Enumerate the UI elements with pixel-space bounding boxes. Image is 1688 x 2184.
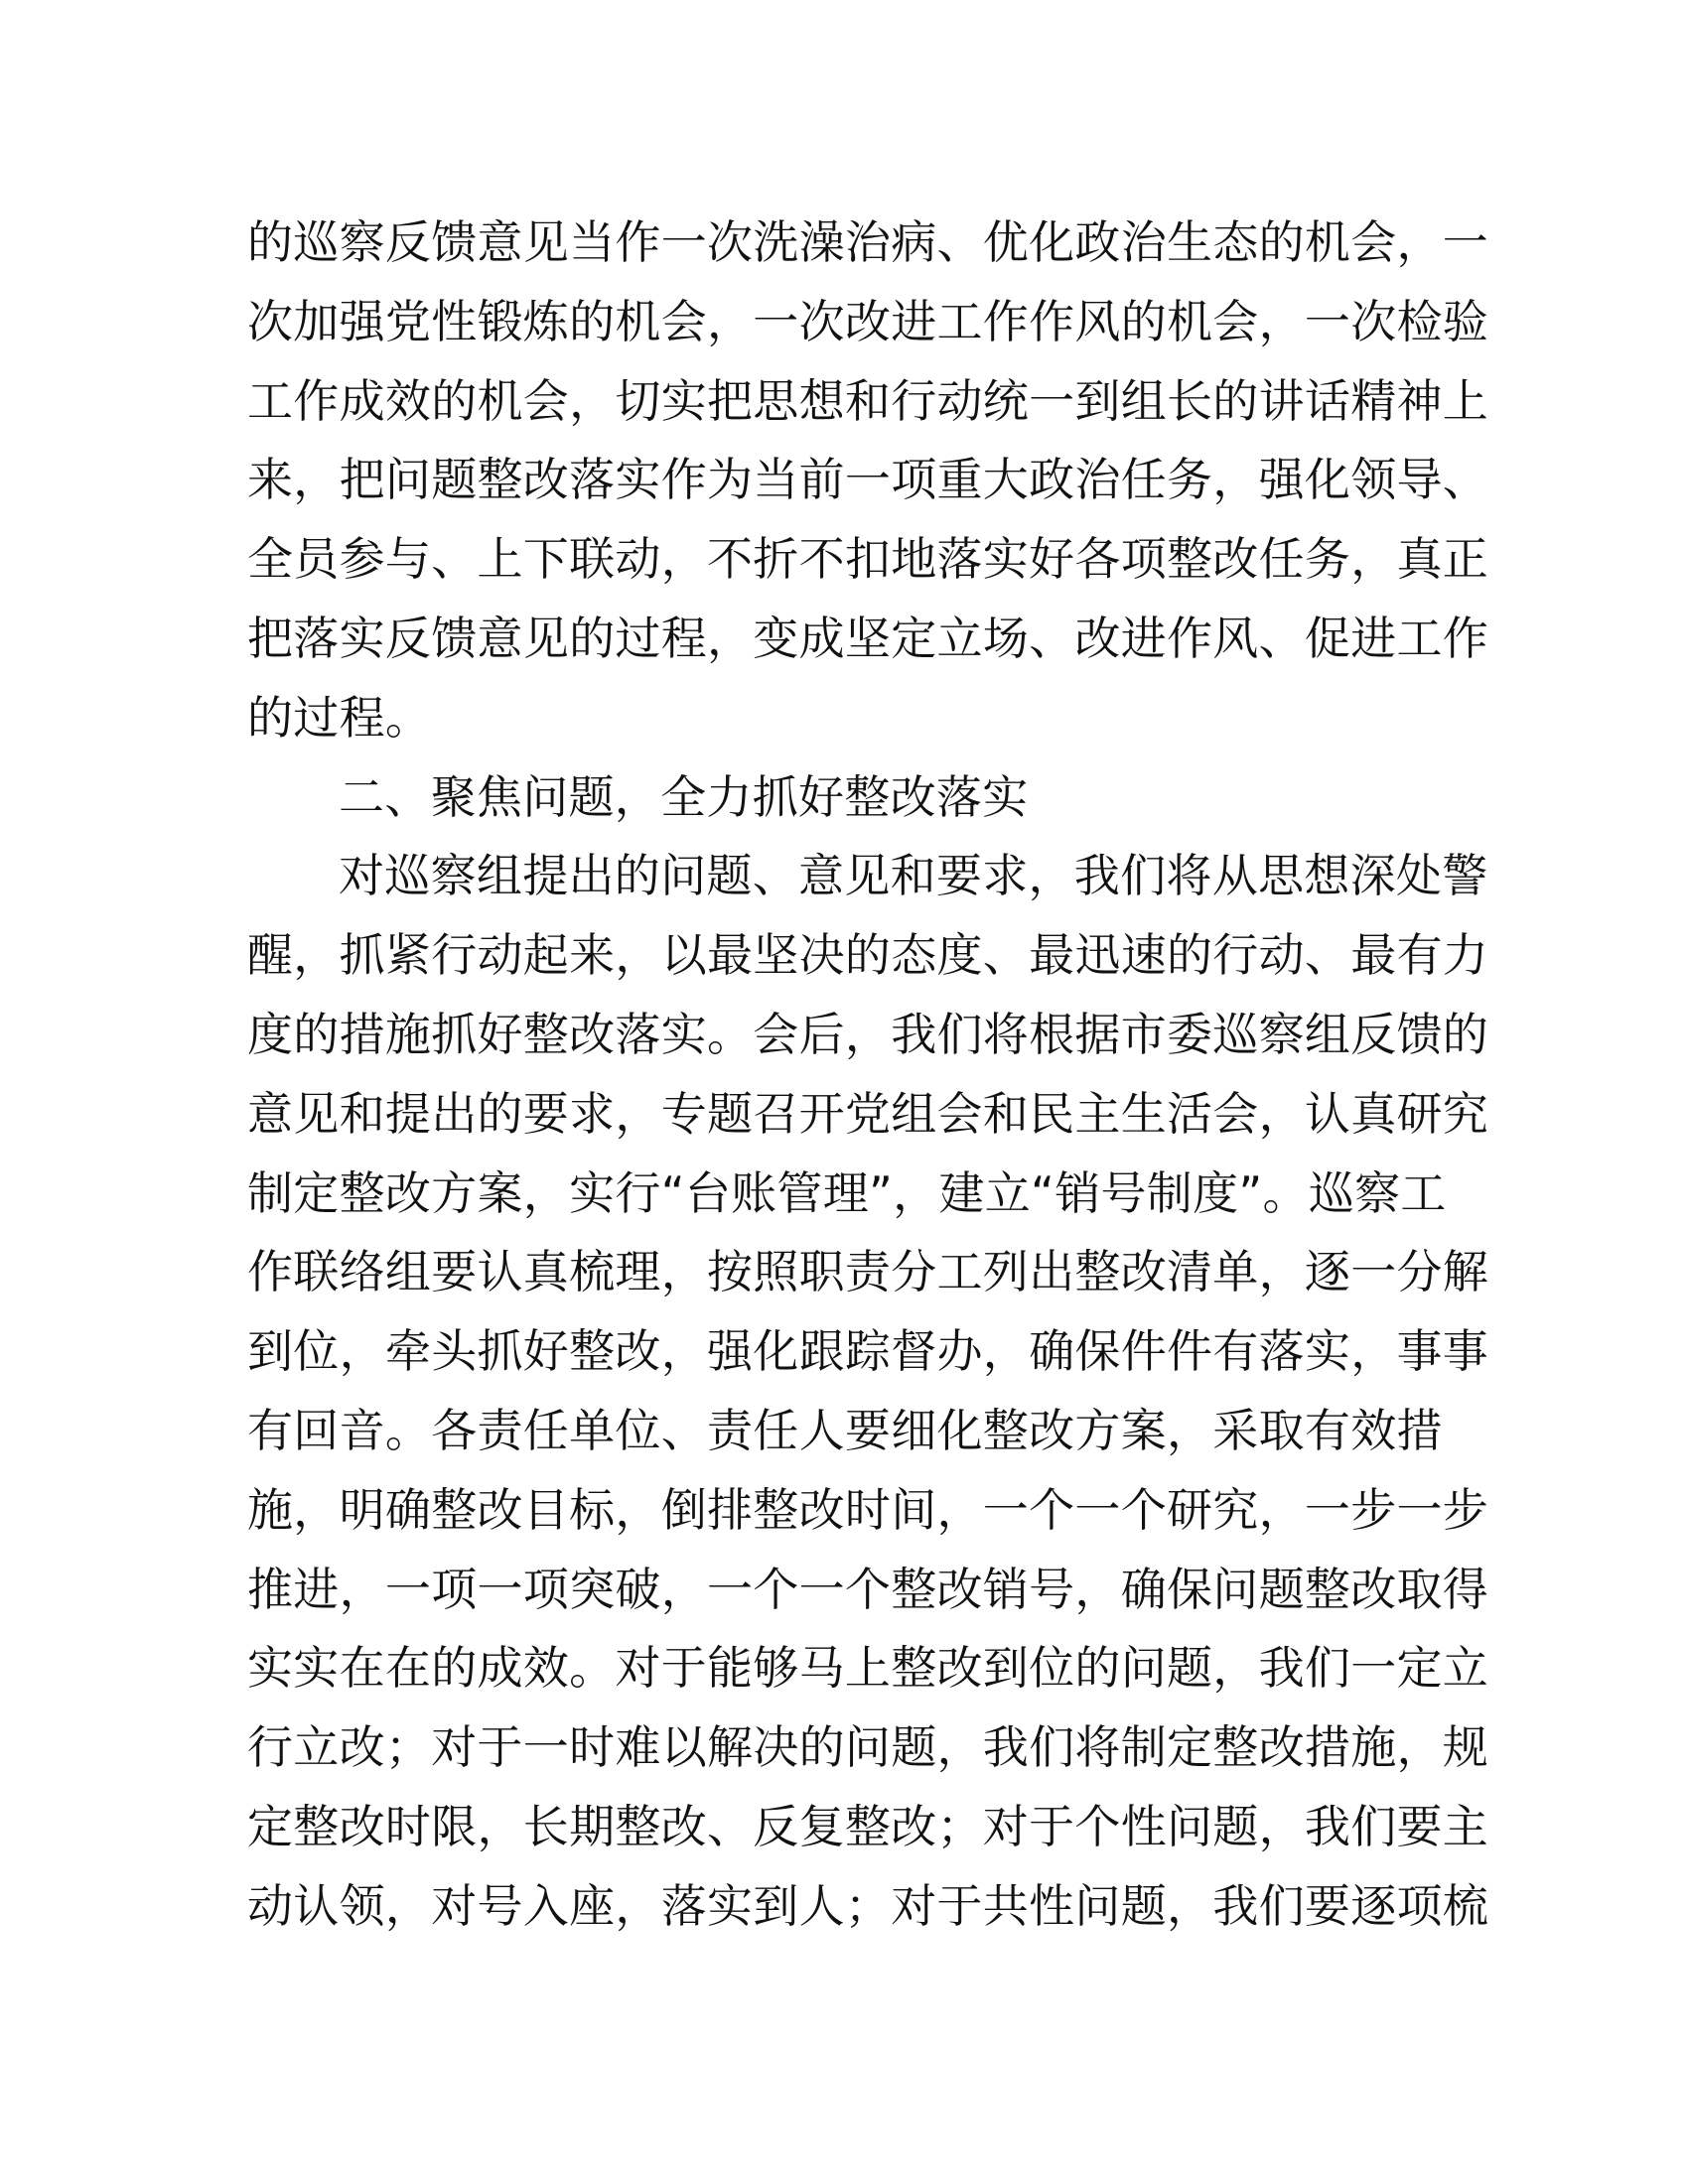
- paragraph-line: 次加强党性锻炼的机会，一次改进工作作风的机会，一次检验: [247, 294, 1489, 348]
- paragraph-line: 度的措施抓好整改落实。会后，我们将根据市委巡察组反馈的: [247, 1007, 1489, 1061]
- paragraph-line: 的巡察反馈意见当作一次洗澡治病、优化政治生态的机会，一: [247, 215, 1489, 269]
- paragraph-line: 醒，抓紧行动起来，以最坚决的态度、最迅速的行动、最有力: [247, 928, 1489, 983]
- paragraph-line: 的过程。: [247, 690, 432, 745]
- paragraph-line: 动认领，对号入座，落实到人；对于共性问题，我们要逐项梳: [247, 1878, 1489, 1933]
- paragraph-line: 工作成效的机会，切实把思想和行动统一到组长的讲话精神上: [247, 373, 1489, 428]
- paragraph-line: 对巡察组提出的问题、意见和要求，我们将从思想深处警: [339, 849, 1488, 903]
- document-body: [247, 204, 1489, 1947]
- paragraph-line: 制定整改方案，实行“台账管理”，建立“销号制度”。巡察工: [247, 1165, 1447, 1220]
- paragraph-line: 作联络组要认真梳理，按照职责分工列出整改清单，逐一分解: [247, 1245, 1489, 1299]
- paragraph-line: 意见和提出的要求，专题召开党组会和民主生活会，认真研究: [247, 1086, 1489, 1141]
- paragraph-line: 有回音。各责任单位、责任人要细化整改方案，采取有效措: [247, 1403, 1443, 1457]
- paragraph-line: 施，明确整改目标，倒排整改时间，一个一个研究，一步一步: [247, 1482, 1489, 1537]
- paragraph-line: 实实在在的成效。对于能够马上整改到位的问题，我们一定立: [247, 1641, 1489, 1696]
- paragraph-line: 全员参与、上下联动，不折不扣地落实好各项整改任务，真正: [247, 532, 1489, 587]
- section-heading: 二、聚焦问题，全力抓好整改落实: [339, 769, 1029, 824]
- paragraph-line: 到位，牵头抓好整改，强化跟踪督办，确保件件有落实，事事: [247, 1324, 1489, 1379]
- paragraph-line: 定整改时限，长期整改、反复整改；对于个性问题，我们要主: [247, 1799, 1489, 1853]
- paragraph-line: 推进，一项一项突破，一个一个整改销号，确保问题整改取得: [247, 1562, 1489, 1616]
- paragraph-line: 把落实反馈意见的过程，变成坚定立场、改进作风、促进工作: [247, 611, 1489, 665]
- paragraph-line: 行立改；对于一时难以解决的问题，我们将制定整改措施，规: [247, 1720, 1489, 1775]
- paragraph-line: 来，把问题整改落实作为当前一项重大政治任务，强化领导、: [247, 453, 1489, 507]
